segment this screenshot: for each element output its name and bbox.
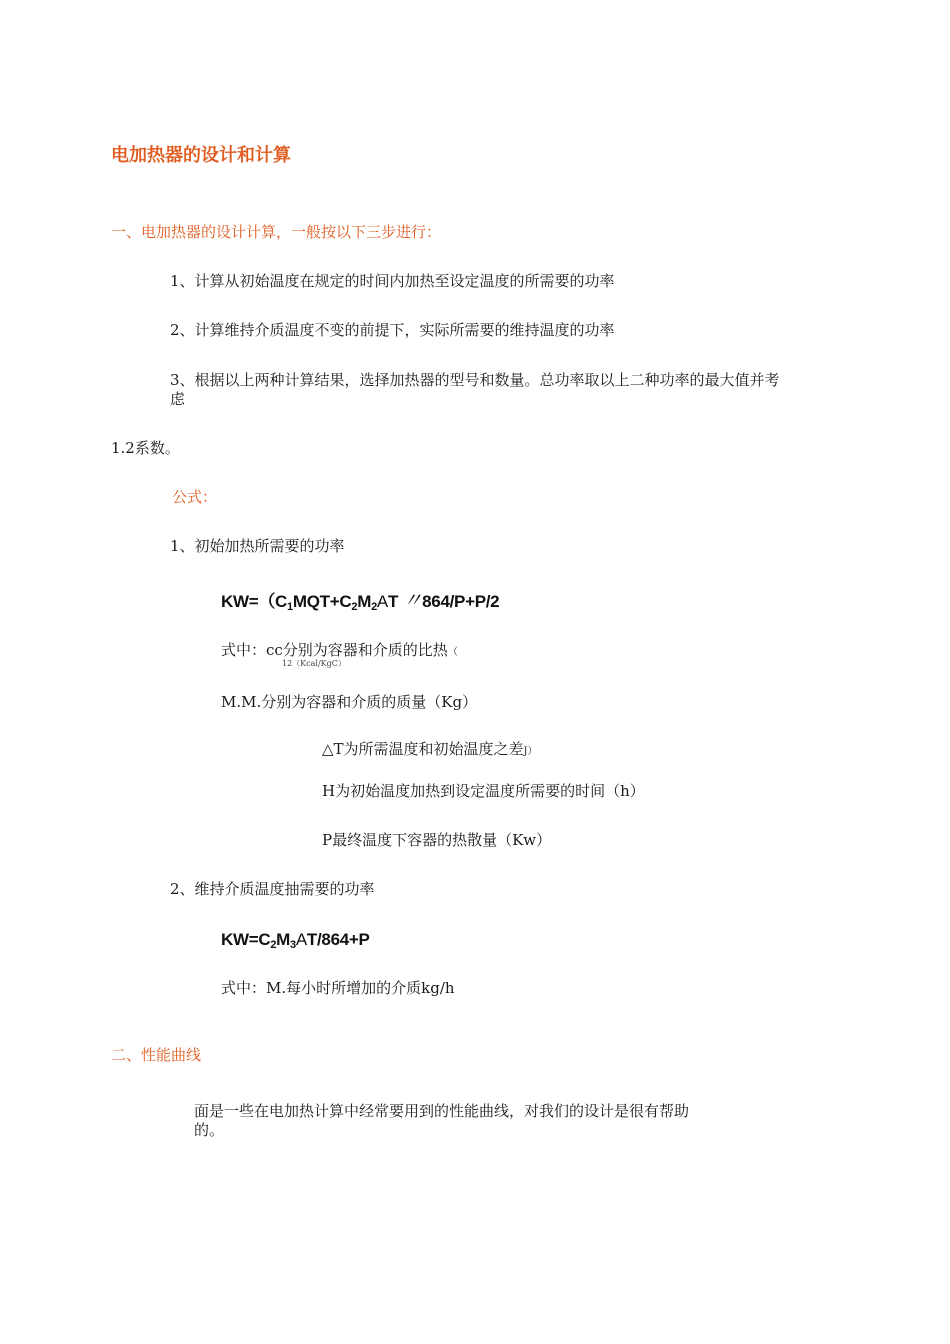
formula-2-sub: 3: [290, 939, 296, 951]
formula-2: [221, 930, 370, 955]
formula-1-part: T: [387, 592, 403, 611]
curves-intro-line-2: 的。: [194, 1121, 225, 1139]
delta-t-definition: [322, 739, 538, 762]
formula-1-part: M: [292, 592, 307, 611]
section1-heading: 一、电加热器的设计计算，一般按以下三步进行：: [111, 223, 442, 241]
formula-1-part: KW=（C: [221, 592, 288, 611]
step-1: 1、计算从初始温度在规定的时间内加热至设定温度的所需要的功率: [170, 272, 615, 290]
formula-1-sub: 1: [287, 601, 293, 613]
formula-item-1: 1、初始加热所需要的功率: [170, 537, 345, 555]
formula-2-part: KW=C: [221, 930, 271, 949]
formula-label: 公式：: [172, 488, 218, 506]
formula-1-part: QT+C: [306, 592, 352, 611]
formula-1-sub: 2: [371, 601, 377, 613]
h-definition: H为初始温度加热到设定温度所需要的时间（h）: [322, 782, 645, 800]
delta-t-text: △T为所需温度和初始温度之差: [322, 740, 524, 758]
formula-1-part: M: [357, 592, 372, 611]
step-3: 3、根据以上两种计算结果，选择加热器的型号和数量。总功率取以上二种功率的最大值并考: [170, 371, 780, 389]
coefficient-line: 1.2系数。: [111, 439, 180, 457]
formula-item-2: 2、维持介质温度抽需要的功率: [170, 880, 375, 898]
p-definition: P最终温度下容器的热散量（Kw）: [322, 831, 552, 849]
step-2: 2、计算维持介质温度不变的前提下，实际所需要的维持温度的功率: [170, 321, 615, 339]
formula-1-part: 864/P+P/2: [422, 592, 500, 611]
section2-heading: 二、性能曲线: [111, 1046, 202, 1064]
formula-1-part: A: [376, 592, 388, 611]
mass-definition: M.M.分别为容器和介质的质量（Kg）: [221, 693, 478, 711]
curves-intro-line-1: 面是一些在电加热计算中经常要用到的性能曲线，对我们的设计是很有帮助: [194, 1102, 690, 1120]
formula-1-sub: 2: [351, 601, 358, 613]
formula-2-part: T/864+P: [306, 930, 370, 949]
formula-1-part: 〃: [402, 590, 423, 612]
document-title: 电加热器的设计和计算: [111, 145, 291, 166]
formula-2-sub: 2: [270, 939, 277, 951]
formula-2-part: A: [295, 930, 307, 949]
where-clause-2: 式中：M.每小时所增加的介质kg/h: [221, 979, 455, 997]
formula-2-part: M: [276, 930, 291, 949]
specific-heat-note: 12（Kcal/KgC）: [282, 659, 346, 668]
where-clause-1-text: 式中：cc分别为容器和介质的比热: [221, 641, 448, 659]
step-3-continued: 虑: [170, 390, 186, 408]
delta-t-tail: J）: [523, 746, 538, 757]
formula-1: [221, 591, 499, 617]
where-clause-1-tail: （: [447, 647, 458, 658]
